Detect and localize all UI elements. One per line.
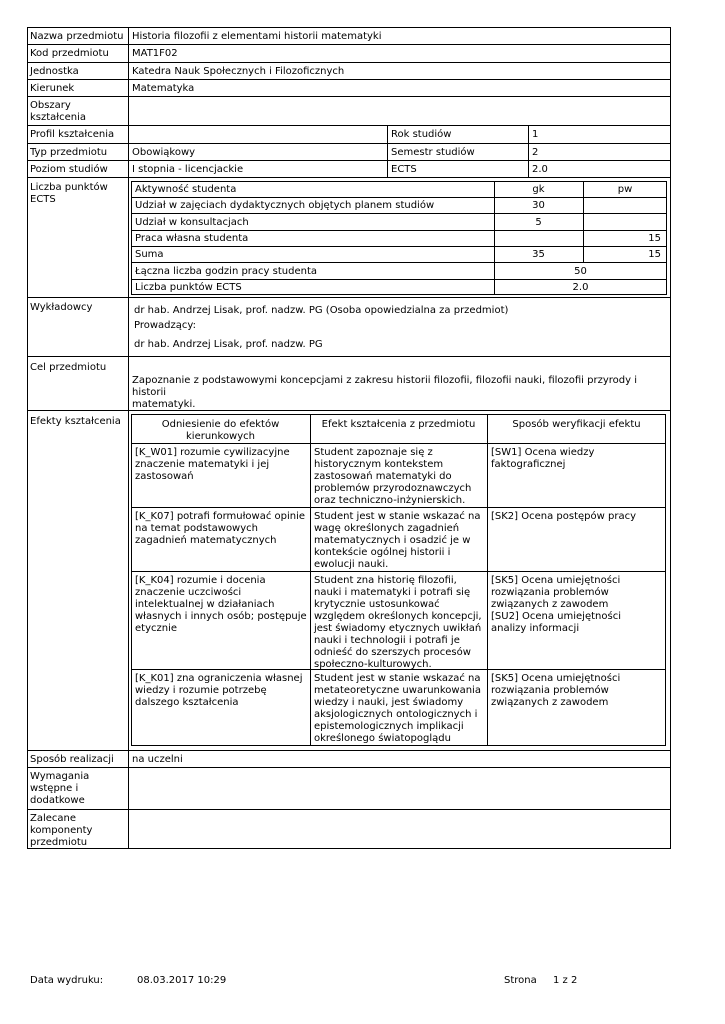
- ects-row-name: Udział w zajęciach dydaktycznych objętych planem studiów: [135, 200, 435, 211]
- wykladowcy-prowadzacy-label: Prowadzący:: [134, 320, 196, 331]
- ects-total-points-value: 2.0: [572, 282, 589, 293]
- label-column-divider: [128, 27, 129, 849]
- label-semestr: Semestr studiów: [391, 147, 475, 158]
- ects-row-name: Suma: [135, 249, 164, 260]
- efekty-cell-weryfikacja: [SK5] Ocena umiejętności rozwiązania problemów związanych z zawodem [SU2] Ocena umiejętności analizy informacji: [491, 575, 621, 634]
- label-poziom: Poziom studiów: [30, 164, 108, 175]
- label-wykladowcy: Wykładowcy: [30, 302, 93, 313]
- efekty-cell-efekt: Student zna historię filozofii, nauki i matematyki i potrafi się krytycznie ustosunkować względem określonych koncepcji, jest świadomy etycznych uwikłań nauki i technologii i potrafi je odnieść do szerszych procesów społeczno-kulturowych.: [314, 575, 482, 670]
- cel-text: Zapoznanie z podstawowymi koncepcjami z zakresu historii filozofii, filozofii nauki, filozofii przyrody i historii matematyki.: [132, 375, 637, 410]
- page-number: 1 z 2: [553, 975, 578, 986]
- label-jednostka: Jednostka: [30, 66, 79, 77]
- efekty-cell-efekt: Student jest w stanie wskazać na wagę określonych zagadnień matematycznych i osadzić je w kontekście ogólnej historii i ewolucji nauki.: [314, 511, 481, 570]
- label-rok: Rok studiów: [391, 129, 452, 140]
- ects-header-gk: gk: [532, 184, 545, 195]
- label-efekty: Efekty kształcenia: [30, 416, 121, 427]
- value-jednostka: Katedra Nauk Społecznych i Filozoficznych: [132, 66, 345, 77]
- value-semestr: 2: [532, 147, 539, 158]
- print-date-value: 08.03.2017 10:29: [137, 975, 227, 986]
- efekty-header-weryfikacja: Sposób weryfikacji efektu: [512, 419, 641, 430]
- efekty-cell-odniesienie: [K_K04] rozumie i docenia znaczenie uczciwości intelektualnej w działaniach własnych i innych osób; postępuje etycznie: [135, 575, 307, 634]
- label-nazwa: Nazwa przedmiotu: [30, 31, 124, 42]
- label-sposob: Sposób realizacji: [30, 754, 114, 765]
- efekty-cell-efekt: Student jest w stanie wskazać na metateoretyczne uwarunkowania wiedzy i nauki, jest świadomy aksjologicznych ontologicznych i epistemologicznych implikacji określonego światopoglądu: [314, 673, 481, 744]
- label-cel: Cel przedmiotu: [30, 362, 107, 373]
- ects-header-name: Aktywność studenta: [135, 184, 237, 195]
- value-kierunek: Matematyka: [132, 83, 195, 94]
- ects-row-pw: 15: [648, 233, 661, 244]
- label-ects-short: ECTS: [391, 164, 417, 175]
- value-typ: Obowiąkowy: [132, 147, 196, 158]
- label-zalecane: Zalecane komponenty przedmiotu: [30, 813, 93, 848]
- efekty-cell-weryfikacja: [SW1] Ocena wiedzy faktograficznej: [491, 447, 595, 470]
- label-profil: Profil kształcenia: [30, 129, 115, 140]
- ects-row-gk: 30: [532, 200, 545, 211]
- ects-row-gk: 35: [532, 249, 545, 260]
- efekty-cell-weryfikacja: [SK5] Ocena umiejętności rozwiązania problemów związanych z zawodem: [491, 673, 621, 708]
- label-typ: Typ przedmiotu: [30, 147, 108, 158]
- efekty-header-odniesienie: Odniesienie do efektów kierunkowych: [161, 419, 280, 442]
- label-obszary: Obszary kształcenia: [30, 100, 87, 123]
- ects-total-hours-value: 50: [574, 266, 587, 277]
- value-poziom: I stopnia - licencjackie: [132, 164, 244, 175]
- value-sposob: na uczelni: [132, 754, 183, 765]
- ects-total-hours-label: Łączna liczba godzin pracy studenta: [135, 266, 317, 277]
- value-ects-short: 2.0: [532, 164, 548, 175]
- ects-row-pw: 15: [648, 249, 661, 260]
- ects-total-points-label: Liczba punktów ECTS: [135, 282, 242, 293]
- efekty-cell-odniesienie: [K_K01] zna ograniczenia własnej wiedzy i rozumie potrzebę dalszego kształcenia: [135, 673, 303, 708]
- ects-row-gk: 5: [535, 217, 542, 228]
- label-ects: Liczba punktów ECTS: [30, 182, 108, 205]
- wykladowcy-prowadzacy: dr hab. Andrzej Lisak, prof. nadzw. PG: [134, 339, 323, 350]
- ects-row-name: Udział w konsultacjach: [135, 217, 249, 228]
- ects-row-name: Praca własna studenta: [135, 233, 249, 244]
- wykladowcy-responsible: dr hab. Andrzej Lisak, prof. nadzw. PG (Osoba opowiedzialna za przedmiot): [134, 305, 509, 316]
- label-kod: Kod przedmiotu: [30, 48, 109, 59]
- page-label: Strona: [504, 975, 537, 986]
- efekty-header-efekt: Efekt kształcenia z przedmiotu: [321, 419, 476, 430]
- value-kod: MAT1F02: [132, 48, 178, 59]
- efekty-cell-odniesienie: [K_W01] rozumie cywilizacyjne znaczenie matematyki i jej zastosowań: [135, 447, 290, 482]
- label-wymagania: Wymagania wstępne i dodatkowe: [30, 771, 90, 806]
- value-rok: 1: [532, 129, 539, 140]
- label-kierunek: Kierunek: [30, 83, 75, 94]
- value-nazwa: Historia filozofii z elementami historii matematyki: [132, 31, 382, 42]
- ects-header-pw: pw: [617, 184, 633, 195]
- efekty-cell-odniesienie: [K_K07] potrafi formułować opinie na temat podstawowych zagadnień matematycznych: [135, 511, 306, 546]
- efekty-cell-efekt: Student zapoznaje się z historycznym kontekstem zastosowań matematyki do problemów przyrodoznawczych oraz techniczno-inżynierskich.: [314, 447, 472, 506]
- efekty-cell-weryfikacja: [SK2] Ocena postępów pracy: [491, 511, 636, 522]
- print-date-label: Data wydruku:: [30, 975, 104, 986]
